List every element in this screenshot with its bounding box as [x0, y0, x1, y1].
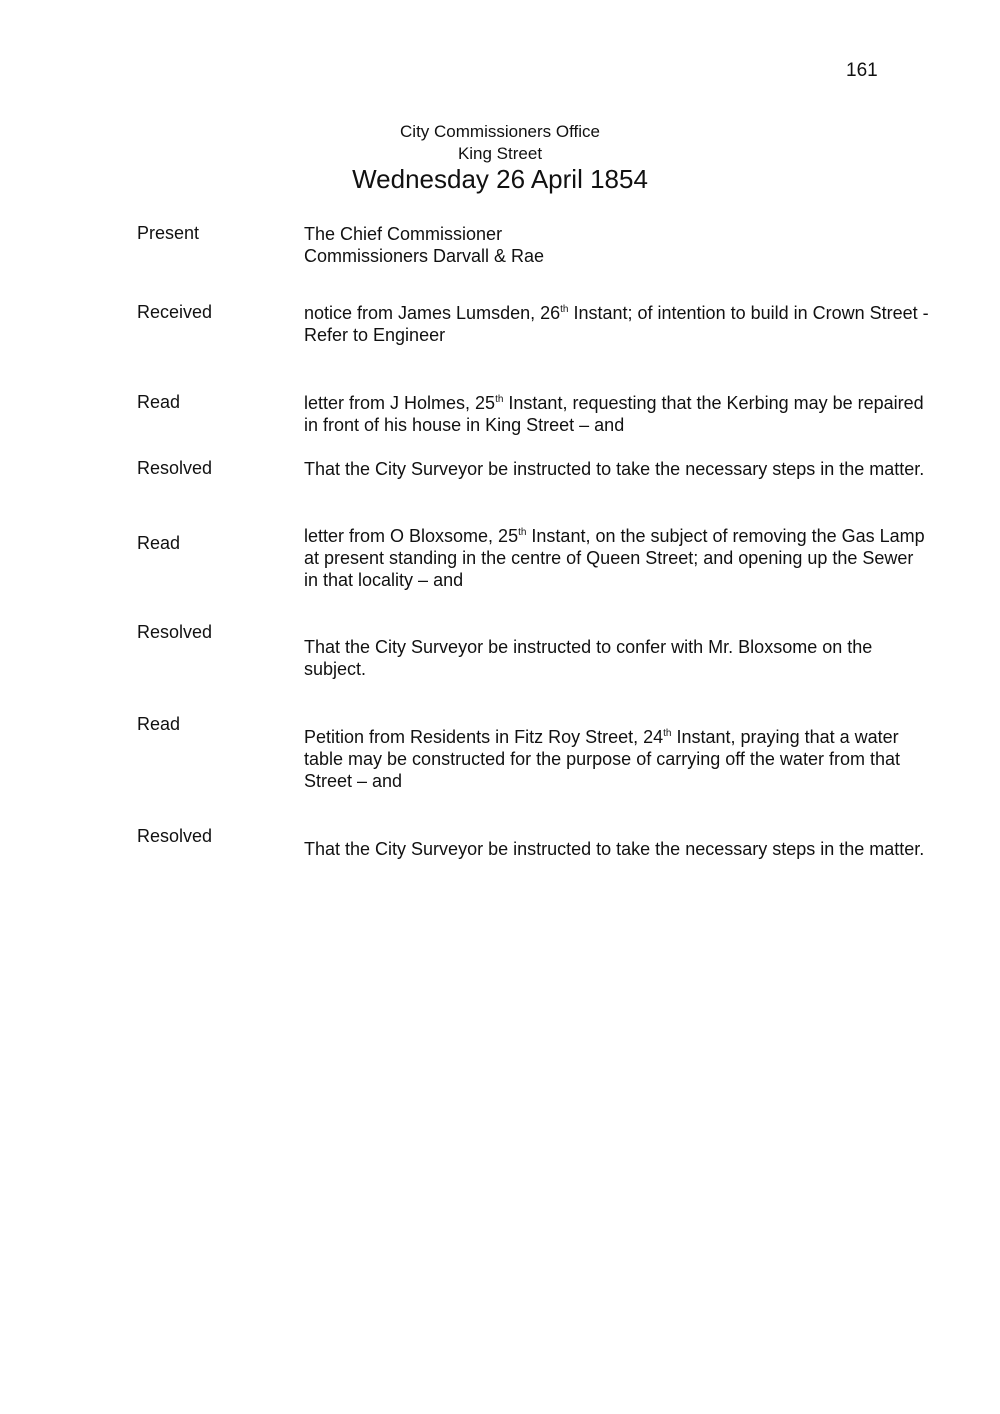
- street-name: King Street: [457, 144, 543, 163]
- entry-label-read: Read: [137, 533, 181, 553]
- entry-label-received: Received: [137, 302, 213, 322]
- present-line: The Chief Commissioner: [304, 224, 503, 244]
- ordinal-suffix: th: [560, 304, 569, 315]
- page-number: 161: [846, 60, 878, 81]
- entry-text-read: [304, 726, 929, 792]
- entry-text-resolved: That the City Surveyor be instructed to take the necessary steps in the matter.: [304, 459, 925, 479]
- entry-text-present: [304, 223, 929, 267]
- entry-text-part: Instant, praying that a water table may be constructed for the purpose of carrying off the water from that Street – and: [304, 727, 900, 791]
- entry-text-resolved: That the City Surveyor be instructed to confer with Mr. Bloxsome on the subject.: [304, 637, 873, 679]
- entry-label-resolved: Resolved: [137, 458, 213, 478]
- entry-text-received: [304, 302, 929, 346]
- entry-text-part: notice from James Lumsden, 26: [304, 303, 561, 323]
- entry-text-part: letter from O Bloxsome, 25: [304, 526, 519, 546]
- entry-text-part: Petition from Residents in Fitz Roy Street, 24: [304, 727, 664, 747]
- entry-label-resolved: Resolved: [137, 622, 213, 642]
- entry-text-part: Instant, requesting that the Kerbing may be repaired in front of his house in King Street – and: [304, 393, 924, 435]
- entry-label-resolved: Resolved: [137, 826, 213, 846]
- entry-label-read: Read: [137, 392, 181, 412]
- entry-label-present: Present: [137, 223, 200, 243]
- ordinal-suffix: th: [518, 527, 527, 538]
- entry-text-part: letter from J Holmes, 25: [304, 393, 496, 413]
- entry-label-read: Read: [137, 714, 181, 734]
- entry-text-resolved: That the City Surveyor be instructed to take the necessary steps in the matter.: [304, 839, 925, 859]
- entry-text-part: Instant; of intention to build in Crown Street - Refer to Engineer: [304, 303, 929, 345]
- entry-text-read: [304, 392, 929, 436]
- ordinal-suffix: th: [495, 394, 504, 405]
- entry-text-read: [304, 525, 929, 591]
- ordinal-suffix: th: [663, 728, 672, 739]
- present-line: Commissioners Darvall & Rae: [304, 246, 545, 266]
- office-name: City Commissioners Office: [400, 122, 600, 141]
- meeting-date: Wednesday 26 April 1854: [352, 164, 648, 194]
- entry-text-part: Instant, on the subject of removing the Gas Lamp at present standing in the centre of Queen Street; and opening up the Sewer in that locality – and: [304, 526, 925, 590]
